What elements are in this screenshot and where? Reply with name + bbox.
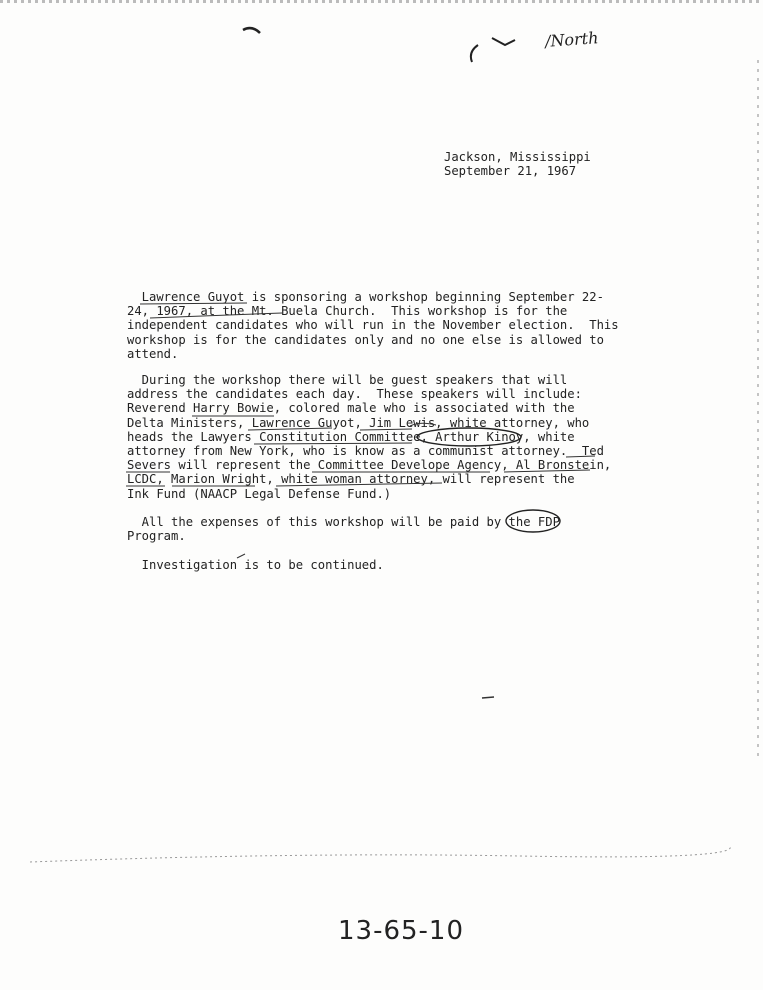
dateline [444, 150, 591, 178]
paragraph-3: All the expenses of this workshop will be paid by the FDP Program. [127, 515, 560, 544]
scan-dotted-line [30, 846, 730, 862]
handwritten-file-number: 13-65-10 [338, 916, 465, 946]
top-center-mark [243, 28, 260, 33]
date-line: September 21, 1967 [444, 164, 577, 179]
scan-edge-top [0, 0, 763, 3]
paragraph-4: Investigation is to be continued. [127, 558, 384, 572]
scan-edge-right [757, 60, 759, 760]
location-line: Jackson, Mississippi [444, 150, 591, 164]
top-right-scrawl [471, 38, 515, 62]
paragraph-1: Lawrence Guyot is sponsoring a workshop beginning September 22- 24, 1967, at the Mt. Buela Church. This workshop is for the independent candidates who will run in the November election. This workshop is for the candidates only and no one else is allowed to attend. [127, 290, 619, 361]
handwritten-note-top: /North [544, 28, 600, 51]
paragraph-2: During the workshop there will be guest speakers that will address the candidates each day. These speakers will include: Reverend Harry Bowie, colored male who is associated with the Delta Ministers, Lawrence Guyot, Jim Lewis, white attorney, who heads the Lawyers Constitution Committee, Arthur Kinoy, white attorney from New York, who is know as a communist attorney. Ted Severs will represent the Committee Develope Agency, Al Bronstein, LCDC, Marion Wright, white woman attorney, will represent the Ink Fund (NAACP Legal Defense Fund.) [127, 373, 612, 501]
stray-mark-bottom [482, 697, 494, 698]
